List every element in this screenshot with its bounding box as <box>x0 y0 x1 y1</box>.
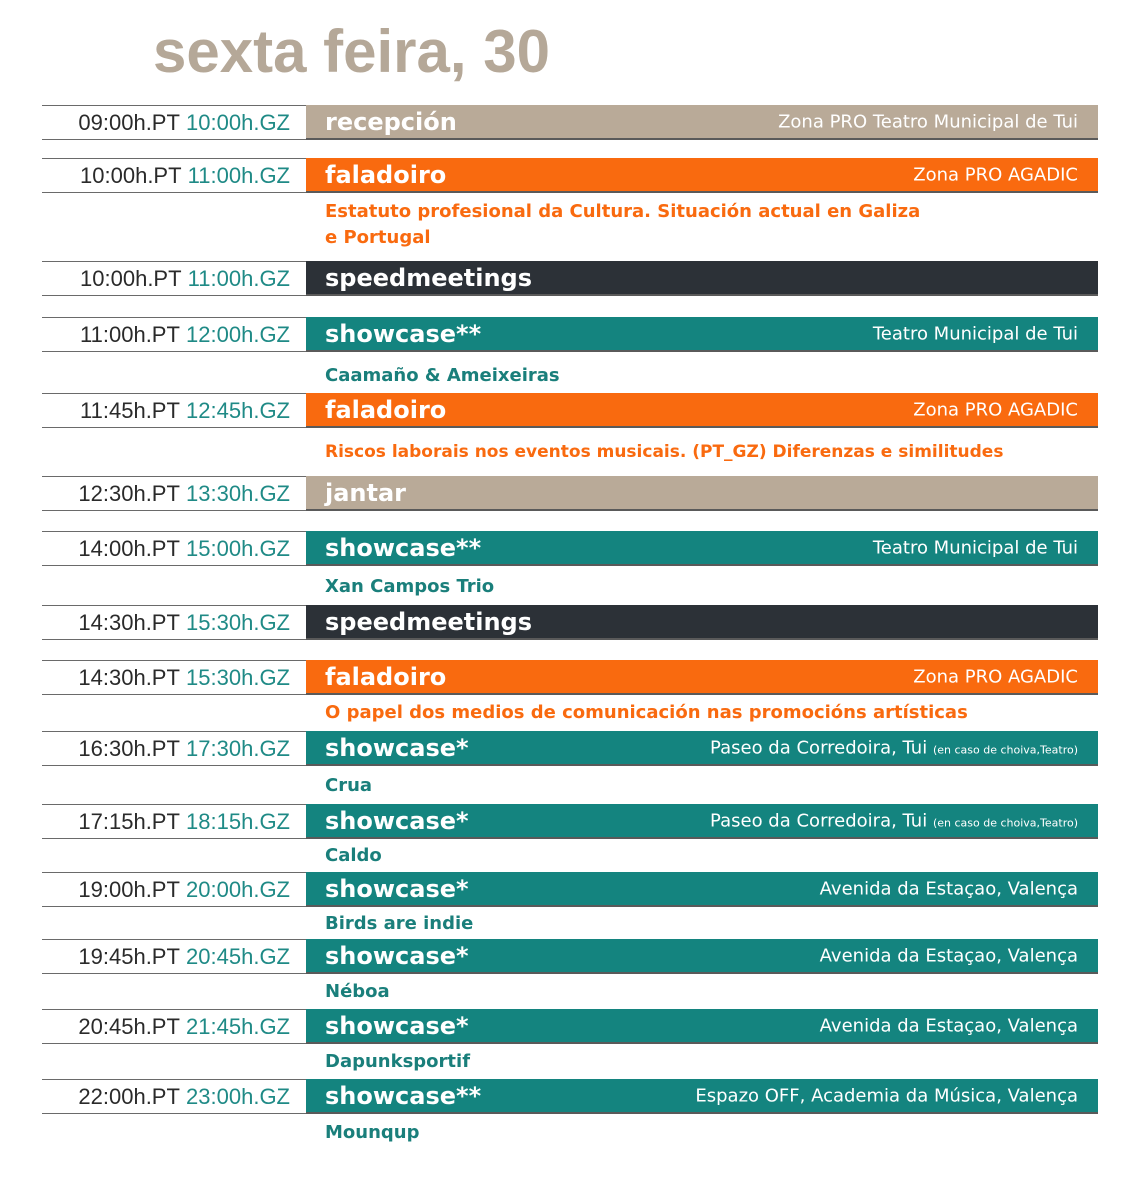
time-cell <box>42 158 306 193</box>
event-venue <box>710 810 1078 831</box>
event-venue <box>710 737 1078 758</box>
time-gz: 15:30h.GZ <box>186 664 290 690</box>
time-pt: 10:00h.PT <box>80 265 182 291</box>
event-description: O papel dos medios de comunicación nas promocións artísticas <box>325 702 968 723</box>
schedule-row <box>0 158 1133 193</box>
event-label: showcase** <box>325 319 482 348</box>
schedule-row <box>0 660 1133 695</box>
time-cell <box>42 393 306 428</box>
time-gz: 21:45h.GZ <box>186 1013 290 1039</box>
event-bar <box>306 1079 1098 1114</box>
event-bar <box>306 731 1098 766</box>
schedule-row <box>0 939 1133 974</box>
schedule-row <box>0 393 1133 428</box>
venue-text: Avenida da Estaçao, Valença <box>819 1015 1078 1036</box>
venue-text: Paseo da Corredoira, Tui <box>710 737 928 758</box>
time-pt: 11:45h.PT <box>80 397 180 423</box>
event-label: faladoiro <box>325 160 447 189</box>
event-bar <box>306 105 1098 140</box>
event-label: showcase* <box>325 806 469 835</box>
event-description: Riscos laborais nos eventos musicais. (PT_GZ) Diferenzas e similitudes <box>325 442 1004 462</box>
schedule-row <box>0 804 1133 839</box>
venue-note: (en caso de choiva,Teatro) <box>932 816 1078 829</box>
event-description <box>325 199 920 251</box>
schedule-row <box>0 1009 1133 1044</box>
event-bar <box>306 939 1098 974</box>
time-gz: 11:00h.GZ <box>187 265 290 291</box>
time-pt: 14:30h.PT <box>78 609 180 635</box>
venue-text: Paseo da Corredoira, Tui <box>710 810 928 831</box>
venue-note: (en caso de choiva,Teatro) <box>932 743 1078 756</box>
time-cell <box>42 531 306 566</box>
venue-text: Zona PRO AGADIC <box>913 666 1078 687</box>
time-gz: 15:30h.GZ <box>186 609 290 635</box>
event-label: recepción <box>325 107 457 136</box>
time-pt: 19:45h.PT <box>78 943 180 969</box>
schedule-row <box>0 317 1133 352</box>
time-cell <box>42 476 306 511</box>
venue-text: Teatro Municipal de Tui <box>872 537 1078 558</box>
event-bar <box>306 872 1098 907</box>
schedule-row <box>0 731 1133 766</box>
time-pt: 11:00h.PT <box>80 321 180 347</box>
time-pt: 14:00h.PT <box>78 535 180 561</box>
time-pt: 19:00h.PT <box>78 876 180 902</box>
schedule-row <box>0 105 1133 140</box>
time-cell <box>42 1009 306 1044</box>
event-description: Crua <box>325 775 373 796</box>
time-cell <box>42 872 306 907</box>
event-bar <box>306 393 1098 428</box>
event-label: faladoiro <box>325 395 447 424</box>
event-bar <box>306 660 1098 695</box>
event-venue <box>873 323 1078 344</box>
time-pt: 14:30h.PT <box>78 664 180 690</box>
event-label: faladoiro <box>325 662 447 691</box>
event-venue <box>913 399 1078 420</box>
event-label: showcase* <box>325 1011 469 1040</box>
schedule-row <box>0 531 1133 566</box>
time-gz: 12:45h.GZ <box>186 397 290 423</box>
time-pt: 12:30h.PT <box>78 480 180 506</box>
event-description: Dapunksportif <box>325 1051 471 1072</box>
time-cell <box>42 1079 306 1114</box>
event-label: showcase* <box>325 733 469 762</box>
time-gz: 12:00h.GZ <box>186 321 290 347</box>
description-line: e Portugal <box>325 227 431 248</box>
event-venue <box>873 537 1078 558</box>
time-pt: 17:15h.PT <box>78 808 180 834</box>
venue-text: Avenida da Estaçao, Valença <box>819 878 1078 899</box>
time-pt: 10:00h.PT <box>80 162 182 188</box>
venue-text: Zona PRO AGADIC <box>913 164 1078 185</box>
time-pt: 22:00h.PT <box>78 1083 180 1109</box>
time-cell <box>42 804 306 839</box>
event-label: showcase* <box>325 941 469 970</box>
event-bar <box>306 476 1098 511</box>
venue-text: Zona PRO AGADIC <box>913 399 1078 420</box>
schedule-row <box>0 1079 1133 1114</box>
event-venue <box>820 1015 1078 1036</box>
time-cell <box>42 939 306 974</box>
event-venue <box>913 666 1078 687</box>
event-label: showcase* <box>325 874 469 903</box>
event-description: Xan Campos Trio <box>325 576 495 597</box>
venue-text: Espazo OFF, Academia da Música, Valença <box>695 1085 1078 1106</box>
event-bar <box>306 605 1098 640</box>
time-cell <box>42 105 306 140</box>
event-bar <box>306 261 1098 296</box>
event-bar <box>306 317 1098 352</box>
time-pt: 09:00h.PT <box>78 109 180 135</box>
time-gz: 15:00h.GZ <box>186 535 290 561</box>
venue-text: Avenida da Estaçao, Valença <box>819 945 1078 966</box>
event-bar <box>306 158 1098 193</box>
time-cell <box>42 605 306 640</box>
time-pt: 16:30h.PT <box>78 735 180 761</box>
event-venue <box>913 164 1078 185</box>
description-line: Estatuto profesional da Cultura. Situación actual en Galiza <box>325 201 921 222</box>
schedule-row <box>0 476 1133 511</box>
time-gz: 17:30h.GZ <box>186 735 290 761</box>
event-venue <box>820 878 1078 899</box>
time-cell <box>42 660 306 695</box>
event-bar <box>306 1009 1098 1044</box>
event-venue <box>778 111 1078 132</box>
event-description: Caamaño & Ameixeiras <box>325 365 560 386</box>
time-gz: 11:00h.GZ <box>187 162 290 188</box>
event-bar <box>306 804 1098 839</box>
event-label: showcase** <box>325 533 482 562</box>
event-description: Mounqup <box>325 1122 420 1143</box>
schedule-row <box>0 605 1133 640</box>
event-venue <box>820 945 1078 966</box>
event-label: showcase** <box>325 1081 482 1110</box>
time-gz: 10:00h.GZ <box>186 109 290 135</box>
time-cell <box>42 317 306 352</box>
schedule-row <box>0 872 1133 907</box>
time-gz: 18:15h.GZ <box>186 808 290 834</box>
event-description: Néboa <box>325 981 390 1002</box>
event-label: speedmeetings <box>325 263 533 292</box>
page-title: sexta feira, 30 <box>153 18 550 85</box>
schedule-row <box>0 261 1133 296</box>
event-label: jantar <box>325 478 407 507</box>
time-cell <box>42 731 306 766</box>
time-gz: 20:45h.GZ <box>186 943 290 969</box>
time-cell <box>42 261 306 296</box>
time-gz: 20:00h.GZ <box>186 876 290 902</box>
event-description: Caldo <box>325 845 382 866</box>
event-label: speedmeetings <box>325 607 533 636</box>
time-pt: 20:45h.PT <box>78 1013 180 1039</box>
venue-text: Teatro Municipal de Tui <box>872 323 1078 344</box>
time-gz: 23:00h.GZ <box>186 1083 290 1109</box>
time-gz: 13:30h.GZ <box>186 480 290 506</box>
event-description: Birds are indie <box>325 913 474 934</box>
event-bar <box>306 531 1098 566</box>
venue-text: Zona PRO Teatro Municipal de Tui <box>778 111 1078 132</box>
event-venue <box>695 1085 1078 1106</box>
